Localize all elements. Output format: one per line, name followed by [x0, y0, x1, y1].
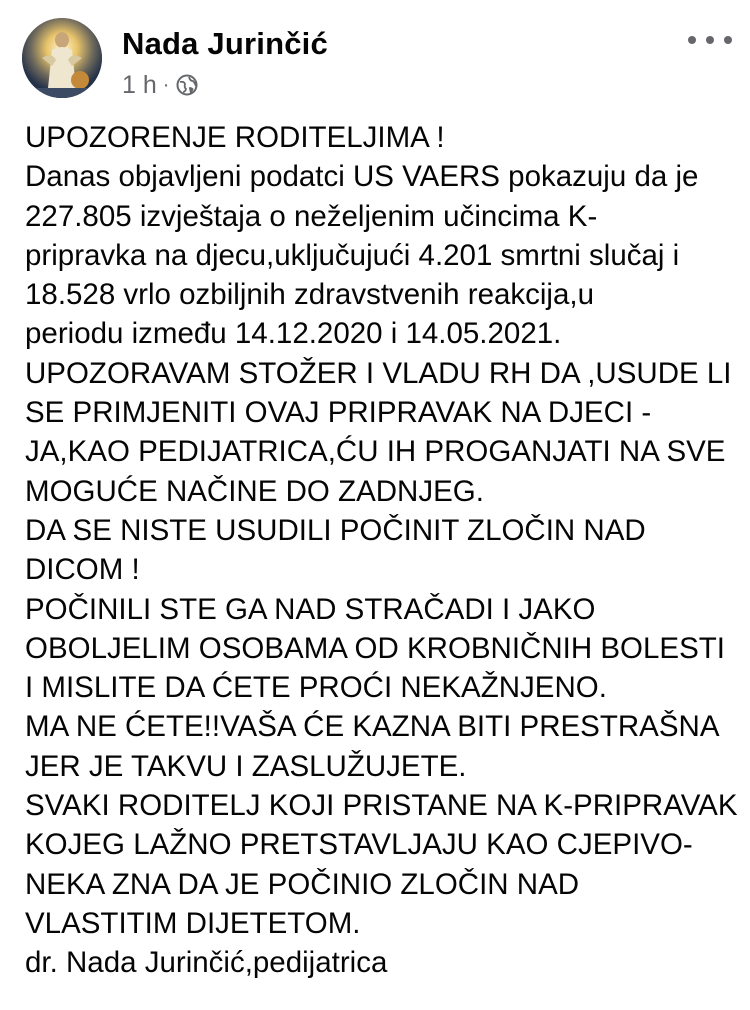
post-text-line: UPOZORENJE RODITELJIMA ! — [25, 121, 445, 154]
more-options-dot — [724, 36, 732, 44]
post-text-line: periodu između 14.12.2020 i 14.05.2021. — [25, 317, 562, 351]
post-text-line: OBOLJELIM OSOBAMA OD KROBNIČNIH BOLESTI — [25, 631, 725, 665]
post-text-line: 227.805 izvještaja o neželjenim učincima K- — [25, 199, 598, 233]
post-text-line: MA NE ĆETE!!VAŠA ĆE KAZNA BITI PRESTRAŠNA — [25, 710, 720, 744]
post-text-line: Danas objavljeni podatci US VAERS pokazuju da je — [25, 160, 699, 194]
more-options-dot — [706, 36, 714, 44]
post-text-line: SVAKI RODITELJ KOJI PRISTANE NA K-PRIPRAVAK — [25, 789, 738, 823]
more-options-icon — [688, 36, 696, 44]
post-text-line: JER JE TAKVU I ZASLUŽUJETE. — [25, 749, 467, 783]
avatar-image-icon — [22, 18, 102, 98]
meta-separator: · — [162, 73, 170, 96]
post-text-line: 18.528 vrlo ozbiljnih zdravstvenih reakcija,u — [25, 278, 594, 312]
post-text — [25, 118, 740, 983]
globe-icon[interactable] — [176, 74, 198, 96]
post-text-line: dr. Nada Jurinčić,pedijatrica — [25, 946, 388, 980]
post-text-line: pripravka na djecu,uključujući 4.201 smrtni slučaj i — [25, 238, 680, 272]
post-text-line: NEKA ZNA DA JE POČINIO ZLOČIN NAD — [25, 867, 580, 901]
post-text-line: UPOZORAVAM STOŽER I VLADU RH DA ,USUDE LI — [25, 356, 732, 390]
more-options-button[interactable] — [688, 28, 732, 52]
author-avatar[interactable] — [22, 18, 102, 98]
post-text-line: I MISLITE DA ĆETE PROĆI NEKAŽNJENO. — [25, 671, 607, 705]
post-text-line: MOGUĆE NAČINE DO ZADNJEG. — [25, 474, 484, 508]
post-text-line: POČINILI STE GA NAD STRAČADI I JAKO — [25, 592, 596, 626]
post-text-line: DA SE NISTE USUDILI POČINIT ZLOČIN NAD — [25, 513, 646, 547]
post-text-line: VLASTITIM DIJETETOM. — [25, 906, 361, 940]
post-text-line: JA,KAO PEDIJATRICA,ĆU IH PROGANJATI NA SVE — [25, 435, 726, 469]
post-meta — [122, 70, 198, 100]
post-text-line: SE PRIMJENITI OVAJ PRIPRAVAK NA DJECI - — [25, 396, 652, 430]
author-name[interactable]: Nada Jurinčić — [122, 26, 328, 61]
post-header — [22, 18, 732, 108]
post-text-line: KOJEG LAŽNO PRETSTAVLJAJU KAO CJEPIVO- — [25, 828, 693, 862]
post-text-line: DICOM ! — [25, 553, 140, 587]
post-time[interactable]: 1 h — [122, 70, 157, 99]
